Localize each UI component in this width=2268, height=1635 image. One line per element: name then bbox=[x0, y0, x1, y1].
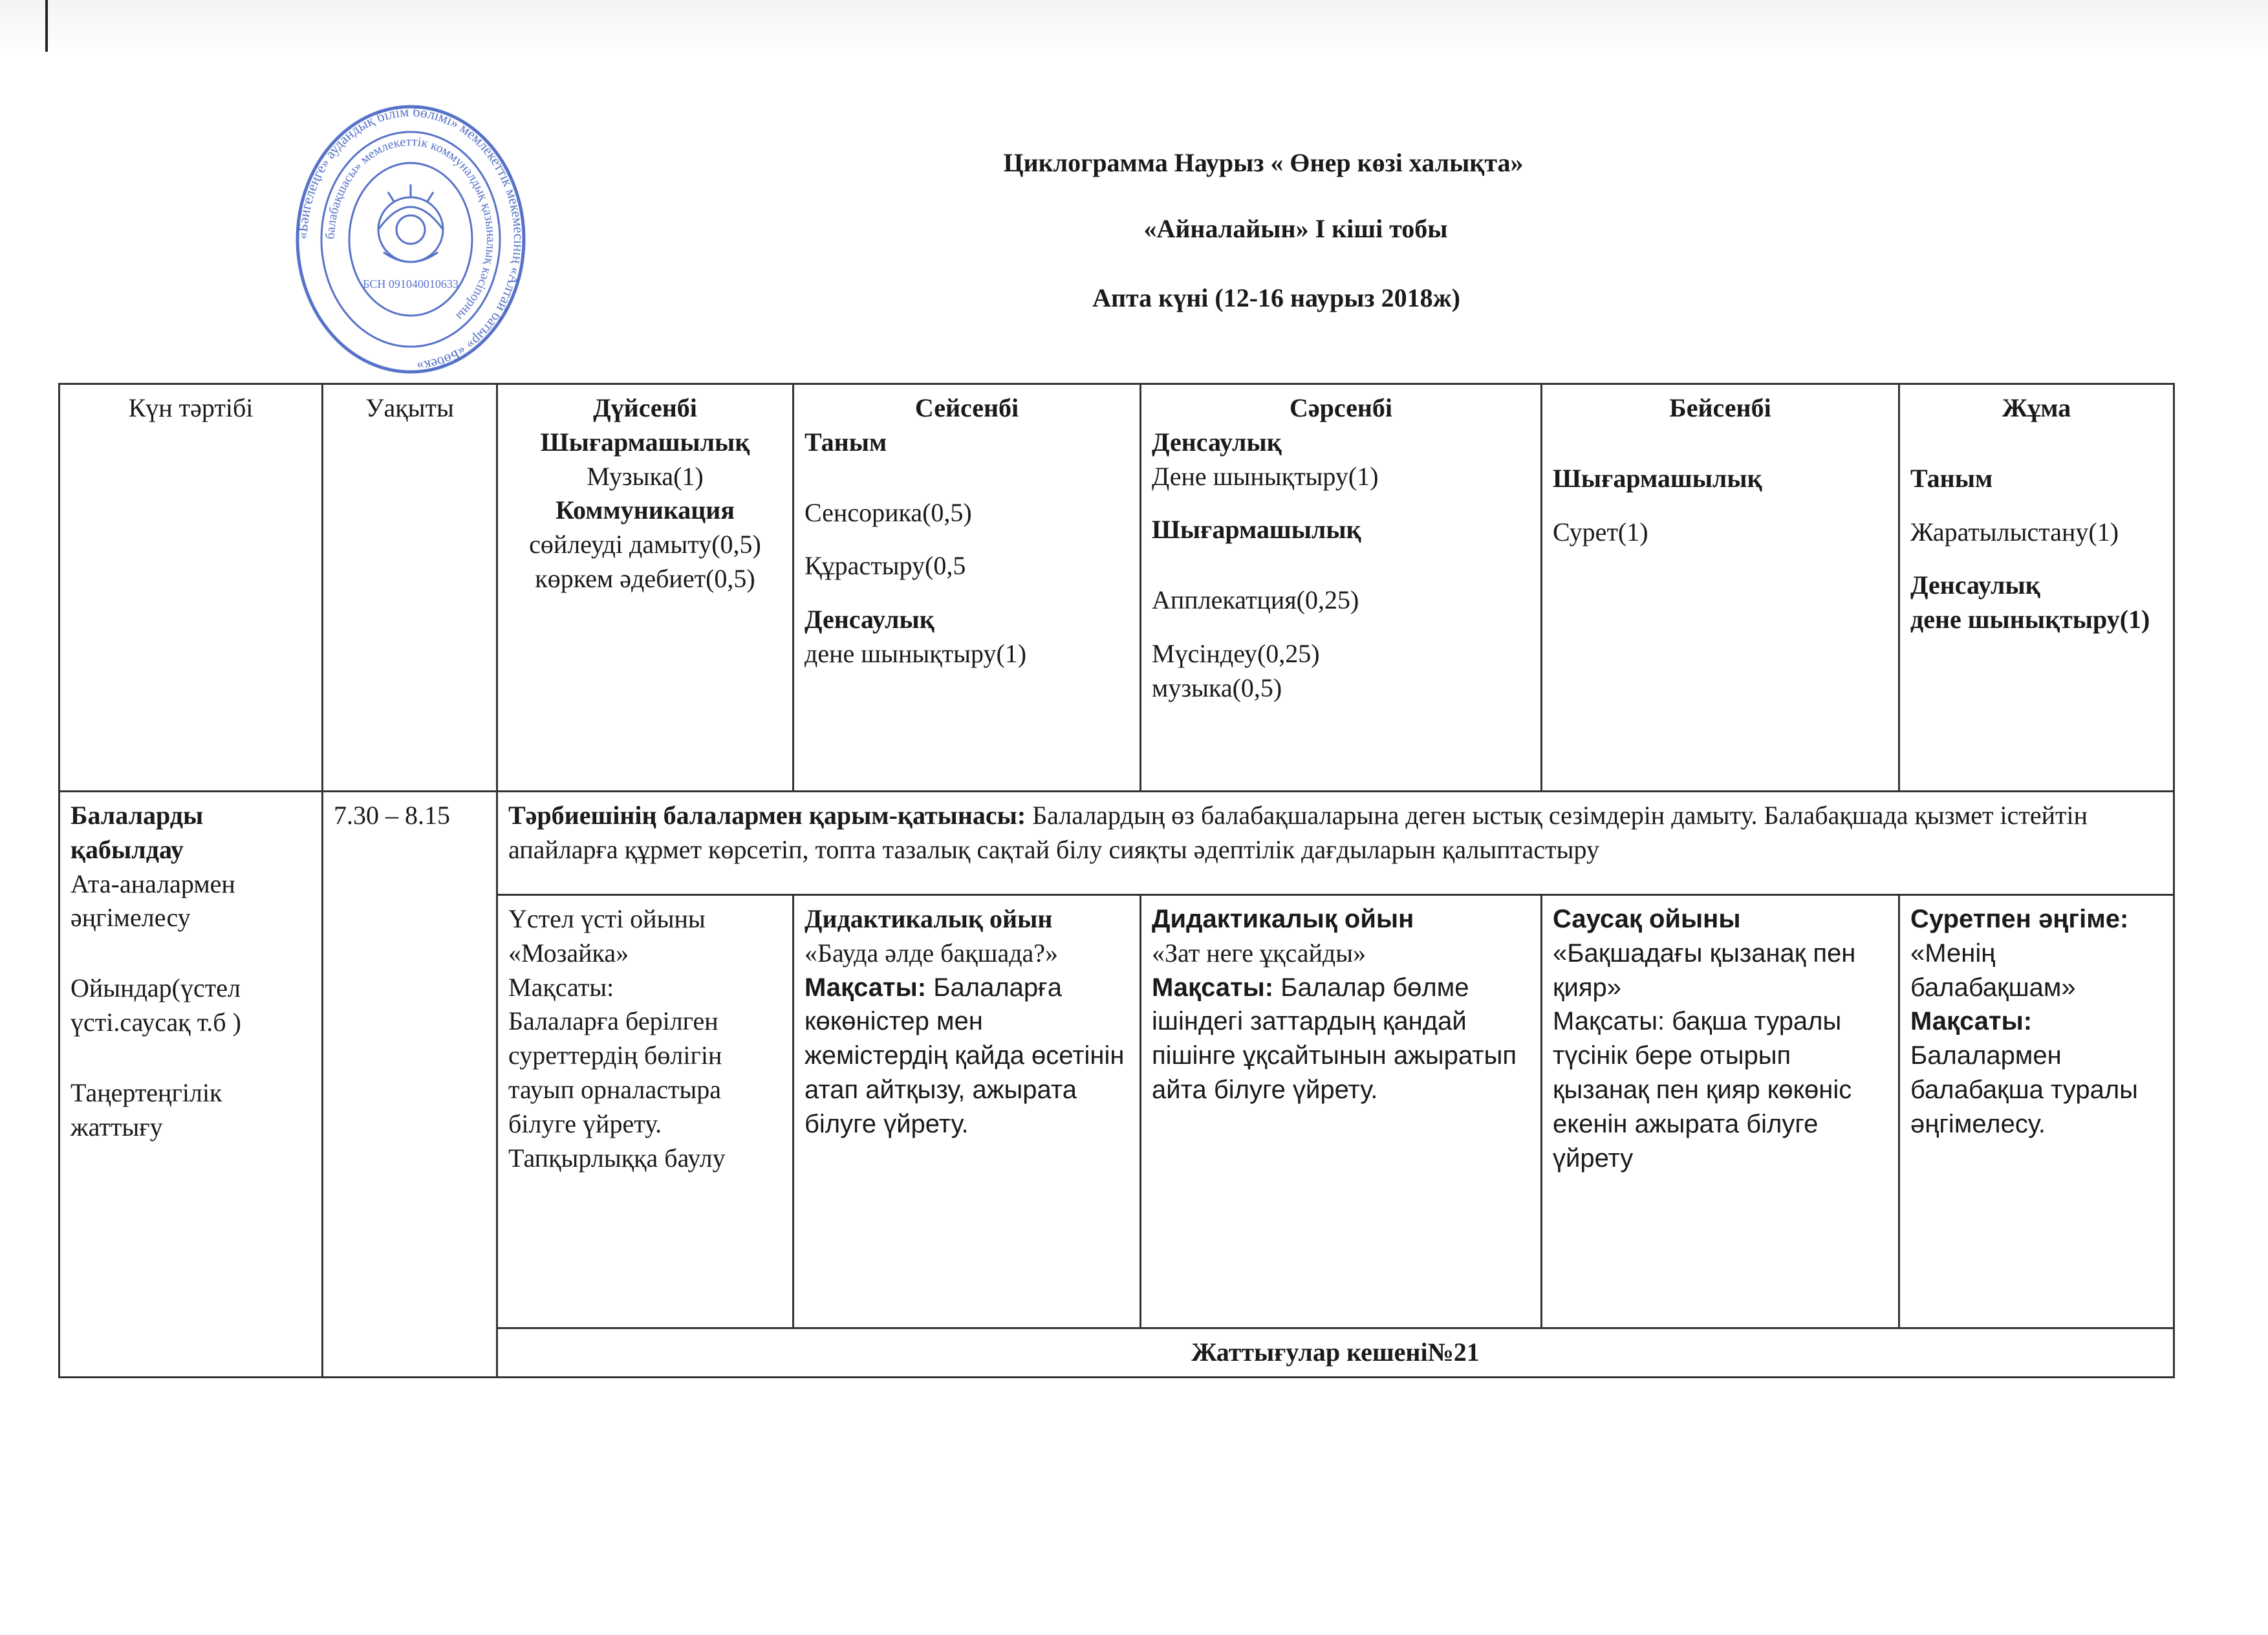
header-time: Уақыты bbox=[323, 384, 497, 792]
group-title: «Айналайын» І кіші тобы bbox=[1143, 214, 1448, 243]
wednesday-subject3: Мүсіндеу(0,25) bbox=[1152, 638, 1320, 668]
table-row bbox=[59, 792, 2174, 895]
teacher-interaction-cell bbox=[497, 792, 2174, 895]
page-title: Циклограмма Наурыз « Өнер көзі халықта» bbox=[1003, 148, 1524, 177]
header-routine: Күн тәртібі bbox=[59, 384, 323, 792]
tuesday-game-cell bbox=[794, 895, 1141, 1328]
seal-bsn: БСН 091040010633 bbox=[363, 277, 459, 290]
wednesday-subject2: Апплекатция(0,25) bbox=[1152, 585, 1359, 615]
friday-game-cell bbox=[1899, 895, 2174, 1328]
header-friday bbox=[1899, 384, 2174, 792]
monday-area1: Шығармашылық bbox=[540, 427, 750, 457]
seal-outer-text: «Бәйгелеңге» аудандық білім бөлімі» мемлекеттік мекемесінің «Алтай батыр» «Бөбек» bbox=[294, 103, 527, 375]
friday-subject1: Жаратылыстану(1) bbox=[1910, 517, 2119, 547]
routine-title: Балаларды қабылдау bbox=[70, 801, 204, 864]
header-thursday bbox=[1542, 384, 1899, 792]
wednesday-goal-label: Мақсаты: bbox=[1152, 973, 1274, 1002]
friday-game-name: «Менің балабақшам» bbox=[1910, 938, 2076, 1002]
routine-cell bbox=[59, 792, 323, 1378]
monday-day: Дүйсенбі bbox=[593, 393, 697, 422]
seal-inner-text: балабақшасы» мемлекеттік коммуналдық қазыналық кәсіпорны bbox=[323, 134, 499, 323]
tuesday-area1: Таным bbox=[805, 427, 887, 457]
tuesday-subject3: дене шынықтыру(1) bbox=[805, 638, 1027, 668]
friday-game-title: Суретпен әңгіме: bbox=[1910, 905, 2129, 933]
tuesday-goal-text: Балаларға көкөністер мен жемістердің қайда өсетінін атап айтқызу, ажырата білуге үйрету. bbox=[805, 973, 1125, 1138]
routine-item-exercise: Таңертеңгілік жаттығу bbox=[70, 1077, 222, 1142]
friday-area2: Денсаулық bbox=[1910, 570, 2040, 600]
thursday-game-cell bbox=[1542, 895, 1899, 1328]
cyclogram-table bbox=[58, 383, 2175, 1378]
scan-edge bbox=[0, 0, 2268, 58]
wednesday-game-title: Дидактикалық ойын bbox=[1152, 905, 1414, 933]
wednesday-game-cell bbox=[1141, 895, 1542, 1328]
friday-day: Жұма bbox=[2002, 393, 2071, 422]
thursday-game-name: «Бақшадағы қызанақ пен қияр» bbox=[1553, 938, 1856, 1002]
week-dates: Апта күні (12-16 наурыз 2018ж) bbox=[1092, 283, 1460, 312]
time-cell: 7.30 – 8.15 bbox=[323, 792, 497, 1378]
routine-item-games: Ойындар(үстел үсті.саусақ т.б ) bbox=[70, 973, 241, 1037]
monday-subject2: сөйлеуді дамыту(0,5) bbox=[529, 530, 761, 559]
tuesday-day: Сейсенбі bbox=[914, 393, 1019, 422]
header-monday bbox=[497, 384, 794, 792]
tuesday-subject1: Сенсорика(0,5) bbox=[805, 497, 972, 527]
scan-corner-mark bbox=[0, 0, 48, 52]
thursday-goal-text: Мақсаты: бақша туралы түсінік бере отырып қызанақ пен қияр көкөніс екенін ажырата білуге үйрету bbox=[1553, 1007, 1852, 1173]
thursday-game-title: Саусақ ойыны bbox=[1553, 905, 1741, 933]
friday-goal-label: Мақсаты: bbox=[1910, 1007, 2033, 1036]
wednesday-subject4: музыка(0,5) bbox=[1152, 673, 1282, 702]
header-row bbox=[59, 384, 2174, 792]
header-tuesday bbox=[794, 384, 1141, 792]
tuesday-subject2: Құрастыру(0,5 bbox=[805, 551, 966, 581]
tuesday-area2: Денсаулық bbox=[805, 605, 934, 634]
thursday-subject1: Сурет(1) bbox=[1553, 517, 1648, 547]
wednesday-goal-text: Балалар бөлме ішіндегі заттардың қандай пішінге ұқсайтынын ажыратып айта білуге үйрету. bbox=[1152, 973, 1517, 1104]
wednesday-day: Сәрсенбі bbox=[1289, 393, 1393, 422]
monday-subject3: көркем әдебиет(0,5) bbox=[535, 563, 755, 593]
monday-game-title: Үстел үсті ойыны bbox=[508, 904, 706, 933]
friday-area1: Таным bbox=[1910, 463, 1993, 493]
tuesday-game-title: Дидактикалық ойын bbox=[805, 904, 1053, 933]
monday-goal-label: Мақсаты: bbox=[508, 972, 614, 1002]
routine-item-parents: Ата-аналармен әңгімелесу bbox=[70, 869, 235, 933]
header-wednesday bbox=[1141, 384, 1542, 792]
wednesday-game-name: «Зат неге ұқсайды» bbox=[1152, 938, 1366, 968]
thursday-area1: Шығармашылық bbox=[1553, 463, 1762, 493]
friday-subject2: дене шынықтыру(1) bbox=[1910, 605, 2150, 634]
thursday-day: Бейсенбі bbox=[1669, 393, 1771, 422]
monday-game-name: «Мозайка» bbox=[508, 938, 629, 968]
monday-game-cell bbox=[497, 895, 794, 1328]
teacher-interaction-text: Балалардың өз балабақшаларына деген ыстық сезімдерін дамыту. Балабақшада қызмет істейтін апайларға құрмет көрсетіп, топта тазалық сақтай білу сияқты әдептілік дағдыларын қалыптастыру bbox=[508, 801, 2088, 864]
exercise-complex-cell: Жаттығулар кешені№21 bbox=[497, 1328, 2174, 1378]
wednesday-area2: Шығармашылық bbox=[1152, 515, 1361, 545]
wednesday-subject1: Дене шынықтыру(1) bbox=[1152, 461, 1379, 491]
monday-subject1: Музыка(1) bbox=[587, 461, 704, 491]
monday-goal-text: Балаларға берілген суреттердің бөлігін тауып орналастыра білуге үйрету. Тапқырлыққа баулу bbox=[508, 1006, 726, 1173]
tuesday-game-name: «Бауда әлде бақшада?» bbox=[805, 938, 1059, 968]
tuesday-goal-label: Мақсаты: bbox=[805, 973, 927, 1002]
teacher-interaction-label: Тәрбиешінің балалармен қарым-қатынасы: bbox=[508, 801, 1026, 830]
friday-goal-text: Балалармен балабақша туралы әңгімелесу. bbox=[1910, 1041, 2138, 1138]
monday-area2: Коммуникация bbox=[555, 495, 735, 525]
wednesday-area1: Денсаулық bbox=[1152, 427, 1282, 457]
